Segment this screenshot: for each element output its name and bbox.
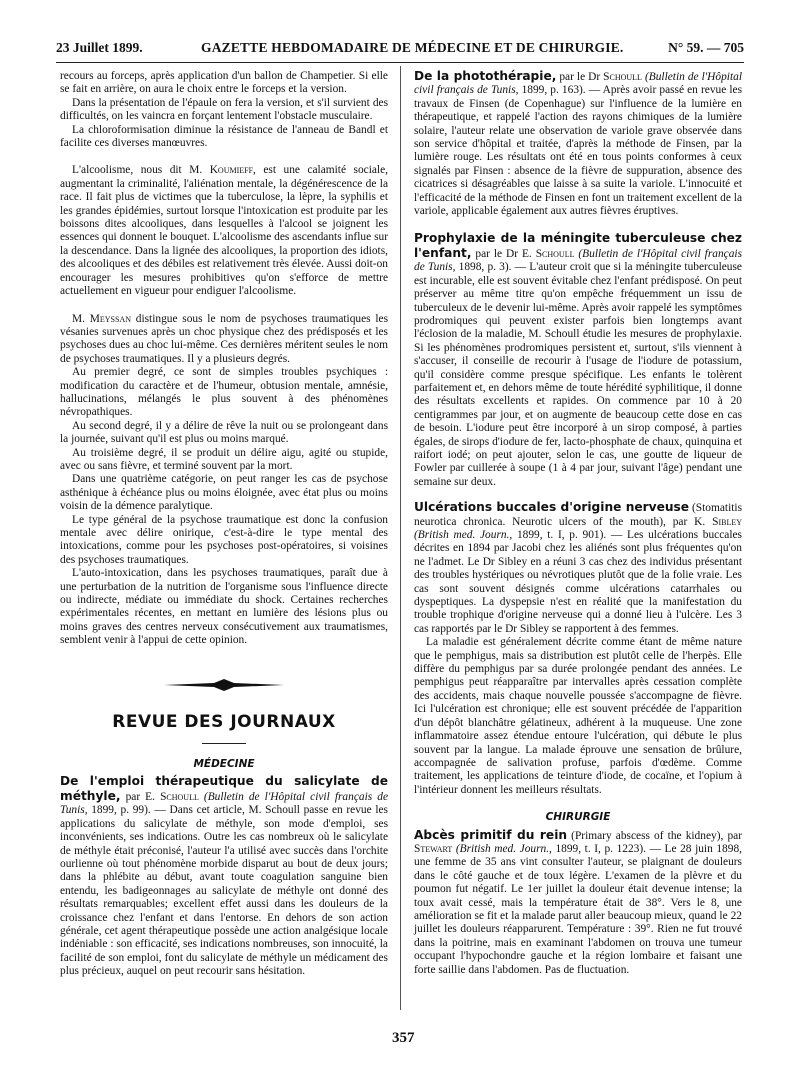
paragraph: La maladie est généralement décrite comme étant de même nature que le pemphigus, mais sa distribution est plutôt celle de l'herpès. Elle diffère du pemphigus par sa durée prolongée pendant des années. Le pemphigus peut réapparaître par intervalles après cessation complète des accidents, mais chaque nouvelle poussée s'accompagne de fièvre. Ici l'ulcération est chronique; elle est souvent précédée de l'apparition d'un dépôt blanchâtre gélatineux, adhérent à la muqueuse. Une zone inflammatoire assez étendue entoure l'ulcération, qui débute le plus souvent par la langue. La malade éprouve une sensation de brûlure, accompagnée de salivation profuse, parfois d'œdème. Comme traitement, les applications de teinture d'iode, de cocaïne, et l'opium à l'intérieur donnent les meilleurs résultats.	[414, 636, 742, 796]
header-journal-title: GAZETTE HEBDOMADAIRE DE MÉDECINE ET DE CHIRURGIE.	[201, 40, 624, 55]
author-name: Sibley	[712, 515, 742, 528]
paragraph: recours au forceps, après application d'un ballon de Champetier. Si elle se fait en arrière, on aura le choix entre le forceps et la version.	[60, 70, 388, 96]
paragraph: Au premier degré, ce sont de simples troubles psychiques : modification du caractère et de l'humeur, obtusion mentale, amnésie, hallucinations, mélangés le plus souvent à des phénomènes névropathiques.	[60, 366, 388, 419]
article-title: Prophylaxie de la méningite tuberculeuse chez l'enfant,	[414, 231, 742, 260]
paragraph-psychoses: M. Meyssan distingue sous le nom de psychoses traumatiques les vésanies survenues après un choc physique chez des prédisposés et les psychoses dues au choc lui-même. Ces dernières méritent seules le nom de psychoses traumatiques. Il y a plusieurs degrés.	[60, 312, 389, 365]
column-divider	[400, 66, 401, 1010]
header-issue-number: N° 59. — 705	[668, 40, 744, 55]
right-column	[414, 70, 742, 977]
author-name: Meyssan	[89, 312, 131, 325]
section-medecine: MÉDECINE	[193, 758, 255, 771]
paragraph: Au troisième degré, il se produit un délire aigu, agité ou stupide, avec ou sans fièvre, et terminé souvent par la mort.	[60, 446, 388, 472]
author-name: Stewart	[414, 842, 453, 855]
source-journal: (Bulletin de l'Hôpital civil français de Tunis,	[414, 71, 742, 97]
article-abces: Abcès primitif du rein (Primary abscess of the kidney), par Stewart (British med. Journ., 1899, t. I, p. 1223). — Le 28 juin 1898, une femme de 35 ans vint consulter l'auteur, se plaignant de douleurs dans le côté gauche et de toux légère. L'examen de la plèvre et du poumon fut négatif. Le 1er juillet la douleur était devenue intense; la toux avait cessé, mais la température était de 38°. Vers le 8, une amélioration se fit et la malade parut aller beaucoup mieux, quand le 22 juillet les douleurs réapparurent. Température : 39°. Rien ne fut trouvé dans la poitrine, mais en examinant l'abdomen on trouva une tumeur occupant l'hypochondre gauche et la région lombaire et faisant une forte saillie dans l'abdomen. Pas de fluctuation.	[414, 827, 742, 976]
article-phototherapie: De la photothérapie, par le Dr Schoull (Bulletin de l'Hôpital civil français de Tunis, 1899, p. 163). — Après avoir passé en revue les travaux de Finsen (de Copenhague) sur l'influence de la lumière en thérapeutique, et rappelé l'action des rayons chimiques de la lumière solaire, l'auteur relate une observation de variole grave observée dans son service d'hôpital et traitée, d'après la méthode de Finsen, par la lumière rouge. Les résultats ont été en tous points conformes à ceux signalés par Finsen : absence de la fièvre de suppuration, absence des cicatrices si désagréables que laisse à sa suite la variole. L'innocuité et l'efficacité de la méthode de Finsen en font un traitement excellent de la variole, applicable également aux autres fièvres éruptives.	[414, 69, 743, 218]
heading-rule	[202, 743, 246, 744]
running-header	[56, 38, 744, 60]
source-journal: (Bulletin de l'Hôpital civil français de Tunis,	[60, 790, 388, 817]
header-rule	[56, 62, 744, 63]
author-name: Schoull	[535, 247, 575, 260]
author-name: Schoull	[603, 71, 642, 83]
author-name: Schoull	[160, 790, 199, 803]
article-title: De la photothérapie,	[414, 69, 557, 83]
section-chirurgie: CHIRURGIE	[545, 811, 611, 824]
article-title: Abcès primitif du rein	[414, 827, 568, 842]
article-prophylaxie: Prophylaxie de la méningite tuberculeuse chez l'enfant, par le Dr E. Schoull (Bulletin de l'Hôpital civil français de Tunis, 1898, p. 3). — L'auteur croit que si la méningite tuberculeuse est incurable, elle est souvent évitable chez l'enfant prédisposé. On peut préserver au même titre qu'on empêche fréquemment un issu de tuberculeux de le devenir lui-même. Après avoir rappelé les symptômes prodromiques qui peuvent exister parfois bien longtemps avant l'éclosion de la maladie, M. Schoull étudie les mesures de prophylaxie. Si les phénomènes prodromiques persistent et, surtout, s'ils viennent à s'accuser, il conseille de recourir à l'usage de l'iodure de potassium, qu'il considère comme presque spécifique. Les enfants le tolèrent parfaitement et, en dehors même de toute hérédité syphilitique, il donne des résultats excellents et rapides. On commence par 10 à 20 centigrammes par jour, et on augmente de beaucoup cette dose en cas de besoin. L'iodure peut être incorporé à un sirop composé, à parties égales, de sirops d'iodure de fer, lacto-phosphate de chaux, quinquina et raifort iodé; on peut ajouter, selon le cas, une goutte de liqueur de Fowler par cuillerée à soupe (1 à 4 par jour, suivant l'âge) pendant une semaine sur deux.	[414, 231, 742, 488]
paragraph: L'auto-intoxication, dans les psychoses traumatiques, paraît due à une perturbation de la nutrition de l'organisme sous l'influence directe ou indirecte, médiate ou immédiate du shock. Certaines recherches expérimentales récentes, en mettant en lumière des lésions plus ou moins graves des centres nerveux consécutivement aux traumatismes, semblent venir à l'appui de cette opinion.	[60, 567, 388, 647]
paragraph: Dans la présentation de l'épaule on fera la version, et s'il survient des difficultés, on les vaincra en forçant lentement l'obstacle musculaire.	[60, 96, 388, 123]
paragraph: Le type général de la psychose traumatique est donc la confusion mentale avec délire onirique, c'est-à-dire le type mental des intoxications, comme pour les psychoses post-opératoires, si voisines des psychoses traumatiques.	[60, 513, 388, 566]
article-title: De l'emploi thérapeutique du salicylate de méthyle,	[60, 774, 388, 803]
paragraph: La chloroformisation diminue la résistance de l'anneau de Bandl et facilite ces diverses manœuvres.	[60, 123, 388, 150]
page-number: 357	[392, 1030, 415, 1046]
section-ornament	[60, 678, 388, 698]
ornament-rule-icon	[164, 678, 284, 692]
source-journal: (British med. Journ.,	[414, 529, 513, 541]
paragraph: Au second degré, il y a délire de rêve la nuit ou se prolongeant dans la journée, suivant qu'il est plus ou moins marqué.	[60, 419, 388, 446]
left-column	[60, 70, 388, 979]
article-title: Ulcérations buccales d'origine nerveuse	[414, 500, 690, 515]
article-salicylate: De l'emploi thérapeutique du salicylate de méthyle, par E. Schoull (Bulletin de l'Hôpital civil français de Tunis, 1899, p. 99). — Dans cet article, M. Schoull passe en revue les applications du salicylate de méthyle, son mode d'emploi, ses inconvénients, ses indications. Outre les cas nombreux où le salicylate de méthyle était préconisé, l'auteur l'a utilisé avec succès dans l'orchite ourlienne où tout phénomène morbide disparut au bout de deux jours; dans la phlébite au début, avant toute coagulation sanguine bien entendu, les badigeonnages au salicylate de méthyle ont donné des résultats remarquables; excellent effet aussi dans les douleurs de la croissance chez l'enfant et dans l'entorse. En dehors de son action générale, cet agent thérapeutique possède une action analgésique locale indéniable : son efficacité, ses indications nombreuses, son innocuité, la facilité de son emploi, font du salicylate de méthyle un médicament des plus précieux, auquel on peut recourir sans hésitation.	[60, 774, 388, 978]
author-name: Koumieff	[209, 164, 254, 177]
paragraph-alcoolisme: L'alcoolisme, nous dit M. Koumieff, est une calamité sociale, augmentant la criminalité, l'aliénation mentale, la dégénérescence de la race. Il fait plus de victimes que la tuberculose, la lèpre, la syphilis et les grandes épidémies, surtout lorsque l'intoxication est produite par les boissons dites alcooliques, dans lesquelles à l'alcool se joignent les essences qui donnent le bouquet. L'alcoolisme des ascendants influe sur la descendance. Dans la lignée des alcooliques, la proportion des idiots, des alcooliques et des débiles est relativement très élevée. Aussi doit-on encourager les mesures prohibitives qu'on s'efforce de mettre actuellement en vigueur pour endiguer l'alcoolisme.	[60, 164, 388, 298]
article-ulcerations: Ulcérations buccales d'origine nerveuse (Stomatitis neurotica chronica. Neurotic ulcers of the mouth), par K. Sibley (British med. Journ., 1899, t. I, p. 901). — Les ulcérations buccales décrites en 1894 par Jacobi chez les aliénés sont plus fréquentes qu'on ne l'admet. Le Dr Sibley en a réuni 3 cas chez des individus présentant des troubles hystériques ou névrotiques plutôt que de la folie vraie. Les cas sont souvent désignés comme ulcérations catarrhales ou dyspeptiques. La dyspepsie n'est en réalité que la manifestation du trouble trophique d'origine nerveuse qui a donné lieu à l'ulcère. Les 3 cas rapportés par le Dr Sibley se rapportent à des femmes.	[414, 500, 743, 635]
revue-heading: REVUE DES JOURNAUX	[112, 711, 336, 732]
source-journal: (Bulletin de l'Hôpital civil français de Tunis,	[414, 247, 742, 274]
header-date: 23 Juillet 1899.	[56, 40, 143, 55]
paragraph: Dans une quatrième catégorie, on peut ranger les cas de psychose asthénique à échéance plus ou moins éloignée, avec état plus ou moins voisin de la démence paralytique.	[60, 473, 388, 513]
source-journal: (British med. Journ.,	[452, 842, 552, 855]
